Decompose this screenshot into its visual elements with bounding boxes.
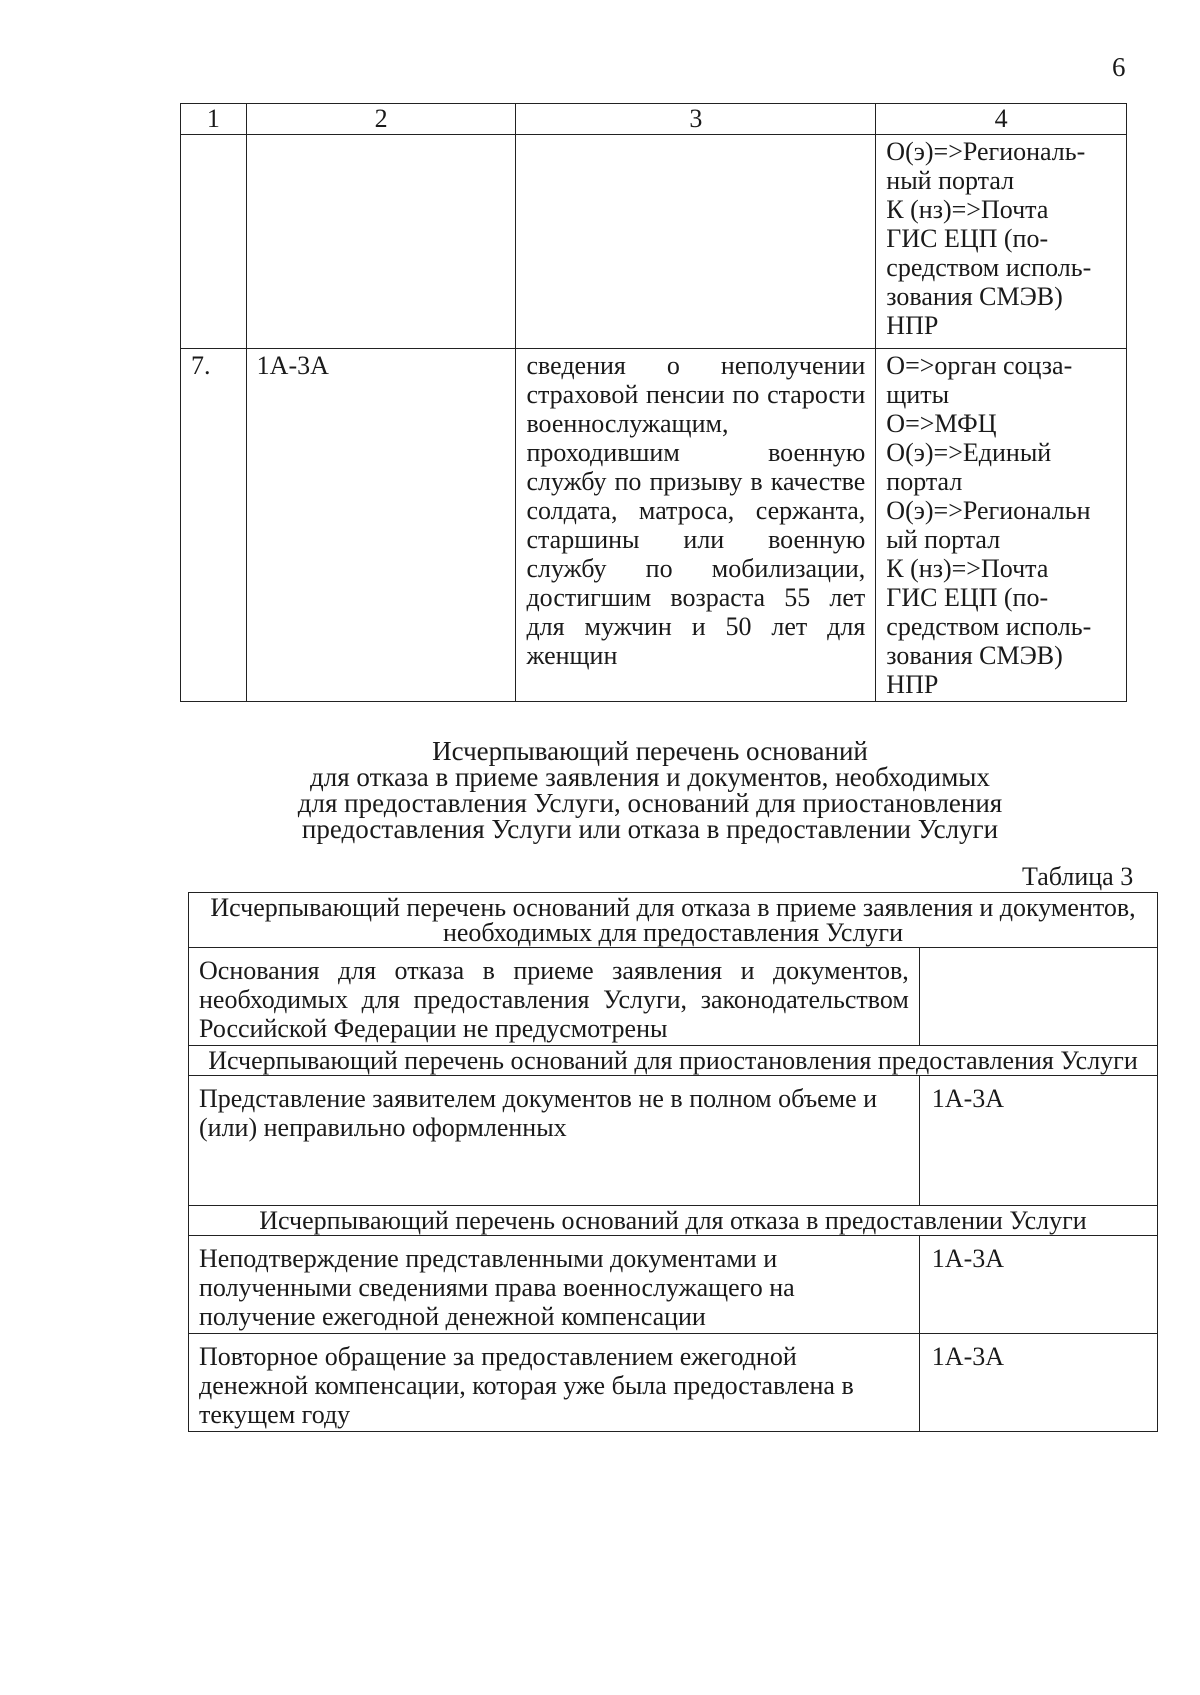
method-line: О(э)=>Региональ- <box>886 137 1086 166</box>
header-col-4: 4 <box>876 104 1127 135</box>
table-row <box>189 948 1158 1046</box>
method-line: щиты <box>886 380 950 409</box>
ground-code: 1А-3А <box>919 1236 1157 1334</box>
ground-text: Неподтверждение представленными документами и полученными сведениями права военнослужащего на получение ежегодной денежной компенсации <box>189 1236 920 1334</box>
header-col-2: 2 <box>246 104 516 135</box>
method-line: портал <box>886 467 963 496</box>
method-line: О=>орган соцза- <box>886 351 1073 380</box>
section-title-refusal-service: Исчерпывающий перечень оснований для отказа в предоставлении Услуги <box>189 1206 1158 1236</box>
method-line: зования СМЭВ) <box>886 282 1063 311</box>
section-row <box>189 1046 1158 1076</box>
section-heading <box>200 738 1100 842</box>
method-line: средством исполь- <box>886 253 1092 282</box>
ground-code <box>919 948 1157 1046</box>
table-row <box>189 1236 1158 1334</box>
submission-methods-cell <box>876 135 1127 349</box>
table-row <box>189 1076 1158 1206</box>
heading-line: предоставления Услуги или отказа в предоставлении Услуги <box>301 814 999 844</box>
cell-empty <box>246 135 516 349</box>
heading-line: Исчерпывающий перечень оснований <box>432 736 868 766</box>
table-row-7 <box>181 349 1127 702</box>
method-line: К (нз)=>Почта <box>886 554 1049 583</box>
table-row-continuation <box>181 135 1127 349</box>
ground-code: 1А-3А <box>919 1076 1157 1206</box>
row-description: сведения о неполучении страховой пенсии по старости военнослужащим, проходившим военную службу по призыву в качестве солдата, матроса, сержанта, старшины или военную службу по мобилизации, достигшим возраста 55 лет для мужчин и 50 лет для женщин <box>516 349 876 702</box>
cell-empty <box>516 135 876 349</box>
row-number: 7. <box>181 349 247 702</box>
method-line: ГИС ЕЦП (по- <box>886 224 1049 253</box>
method-line: ный портал <box>886 166 1015 195</box>
page-number: 6 <box>1112 52 1126 82</box>
method-line: К (нз)=>Почта <box>886 195 1049 224</box>
ground-text: Представление заявителем документов не в полном объеме и (или) неправильно оформленных <box>189 1076 920 1206</box>
method-line: средством исполь- <box>886 612 1092 641</box>
ground-text: Повторное обращение за предоставлением ежегодной денежной компенсации, которая уже была предоставлена в текущем году <box>189 1334 920 1432</box>
table-row <box>189 1334 1158 1432</box>
heading-line: для предоставления Услуги, оснований для приостановления <box>297 788 1003 818</box>
header-col-3: 3 <box>516 104 876 135</box>
grounds-table <box>188 892 1158 1432</box>
method-line: НПР <box>886 670 939 699</box>
method-line: О=>МФЦ <box>886 409 997 438</box>
row-code: 1А-3А <box>246 349 516 702</box>
method-line: НПР <box>886 311 939 340</box>
cell-empty <box>181 135 247 349</box>
heading-line: для отказа в приеме заявления и документов, необходимых <box>310 762 990 792</box>
section-title-suspension: Исчерпывающий перечень оснований для приостановления предоставления Услуги <box>189 1046 1158 1076</box>
submission-methods-cell <box>876 349 1127 702</box>
ground-code: 1А-3А <box>919 1334 1157 1432</box>
section-row <box>189 893 1158 948</box>
section-row <box>189 1206 1158 1236</box>
method-line: О(э)=>Единый <box>886 438 1052 467</box>
method-line: О(э)=>Региональн <box>886 496 1091 525</box>
section-title-refusal-acceptance: Исчерпывающий перечень оснований для отказа в приеме заявления и документов, необходимых для предоставления Услуги <box>189 893 1158 948</box>
services-table <box>180 103 1127 702</box>
method-line: ый портал <box>886 525 1001 554</box>
header-col-1: 1 <box>181 104 247 135</box>
table-caption: Таблица 3 <box>1022 862 1134 891</box>
ground-text: Основания для отказа в приеме заявления и документов, необходимых для предоставления Услуги, законодательством Российской Федерации не предусмотрены <box>189 948 920 1046</box>
table-header-row <box>181 104 1127 135</box>
method-line: зования СМЭВ) <box>886 641 1063 670</box>
method-line: ГИС ЕЦП (по- <box>886 583 1049 612</box>
